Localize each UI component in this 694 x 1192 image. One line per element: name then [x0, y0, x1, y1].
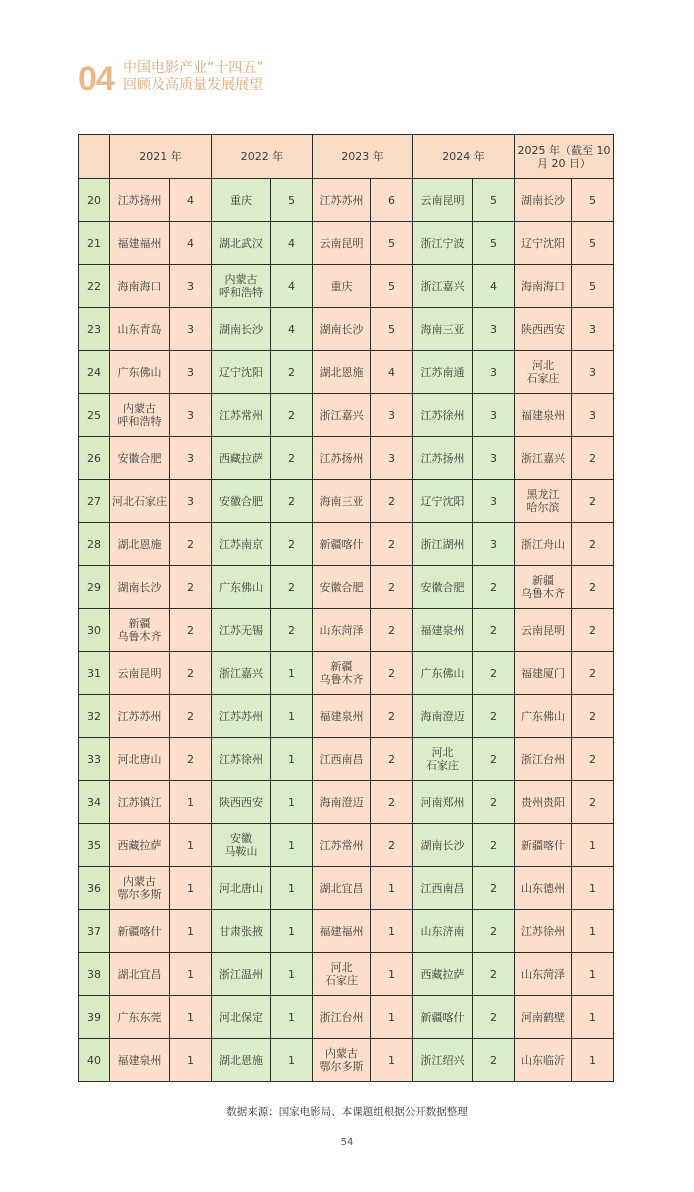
- count-cell: 2: [271, 394, 313, 437]
- city-cell: 湖南长沙: [212, 308, 271, 351]
- rank-cell: 28: [79, 523, 110, 566]
- city-cell: 安徽合肥: [413, 566, 473, 609]
- count-cell: 3: [170, 308, 212, 351]
- city-cell: 湖北宜昌: [313, 867, 371, 910]
- count-cell: 3: [170, 265, 212, 308]
- city-cell: 云南昆明: [515, 609, 572, 652]
- count-cell: 2: [371, 781, 413, 824]
- count-cell: 2: [473, 609, 515, 652]
- rank-cell: 23: [79, 308, 110, 351]
- rank-cell: 36: [79, 867, 110, 910]
- rank-cell: 32: [79, 695, 110, 738]
- table-row: [79, 437, 614, 480]
- city-cell: 浙江舟山: [515, 523, 572, 566]
- count-cell: 3: [473, 394, 515, 437]
- count-cell: 1: [371, 1039, 413, 1082]
- count-cell: 2: [473, 781, 515, 824]
- count-cell: 1: [271, 1039, 313, 1082]
- table-row: [79, 867, 614, 910]
- table-row: [79, 953, 614, 996]
- header-year-2021: 2021 年: [110, 135, 212, 179]
- count-cell: 3: [572, 394, 614, 437]
- city-cell: 河北石家庄: [110, 480, 170, 523]
- count-cell: 2: [572, 738, 614, 781]
- city-cell: 江西南昌: [413, 867, 473, 910]
- city-ranking-table: [78, 134, 614, 1082]
- count-cell: 1: [170, 996, 212, 1039]
- rank-cell: 39: [79, 996, 110, 1039]
- city-cell: 新疆 乌鲁木齐: [313, 652, 371, 695]
- city-cell: 重庆: [212, 179, 271, 222]
- count-cell: 5: [473, 222, 515, 265]
- city-cell: 新疆喀什: [110, 910, 170, 953]
- city-cell: 河北保定: [212, 996, 271, 1039]
- city-cell: 河北 石家庄: [313, 953, 371, 996]
- count-cell: 1: [170, 1039, 212, 1082]
- city-cell: 内蒙古 鄂尔多斯: [313, 1039, 371, 1082]
- city-cell: 广东佛山: [110, 351, 170, 394]
- count-cell: 2: [473, 996, 515, 1039]
- city-cell: 辽宁沈阳: [413, 480, 473, 523]
- table-row: [79, 1039, 614, 1082]
- count-cell: 2: [572, 609, 614, 652]
- table-row: [79, 652, 614, 695]
- city-cell: 江苏无锡: [212, 609, 271, 652]
- count-cell: 2: [473, 867, 515, 910]
- city-cell: 内蒙古 呼和浩特: [110, 394, 170, 437]
- chapter-title-line2: 回顾及高质量发展展望: [123, 77, 263, 93]
- count-cell: 2: [371, 824, 413, 867]
- city-cell: 江西南昌: [313, 738, 371, 781]
- table-row: [79, 351, 614, 394]
- rank-cell: 26: [79, 437, 110, 480]
- count-cell: 2: [271, 566, 313, 609]
- count-cell: 1: [572, 953, 614, 996]
- count-cell: 2: [473, 824, 515, 867]
- city-cell: 河南鹤壁: [515, 996, 572, 1039]
- city-cell: 浙江宁波: [413, 222, 473, 265]
- count-cell: 1: [271, 996, 313, 1039]
- count-cell: 2: [473, 652, 515, 695]
- city-cell: 湖北恩施: [110, 523, 170, 566]
- count-cell: 3: [170, 480, 212, 523]
- rank-cell: 21: [79, 222, 110, 265]
- rank-cell: 30: [79, 609, 110, 652]
- city-cell: 陕西西安: [212, 781, 271, 824]
- header-year-2023: 2023 年: [313, 135, 413, 179]
- count-cell: 1: [371, 910, 413, 953]
- table-row: [79, 910, 614, 953]
- count-cell: 2: [473, 953, 515, 996]
- count-cell: 2: [170, 738, 212, 781]
- table-row: [79, 265, 614, 308]
- city-cell: 浙江嘉兴: [212, 652, 271, 695]
- city-cell: 安徽 马鞍山: [212, 824, 271, 867]
- rank-cell: 25: [79, 394, 110, 437]
- count-cell: 2: [473, 910, 515, 953]
- table-row: [79, 523, 614, 566]
- city-cell: 海南三亚: [413, 308, 473, 351]
- count-cell: 1: [572, 867, 614, 910]
- count-cell: 3: [170, 351, 212, 394]
- count-cell: 4: [271, 265, 313, 308]
- city-cell: 广东东莞: [110, 996, 170, 1039]
- count-cell: 1: [371, 953, 413, 996]
- city-cell: 内蒙古 呼和浩特: [212, 265, 271, 308]
- count-cell: 5: [572, 179, 614, 222]
- city-cell: 河北 石家庄: [413, 738, 473, 781]
- city-cell: 河南郑州: [413, 781, 473, 824]
- count-cell: 2: [572, 695, 614, 738]
- city-cell: 西藏拉萨: [413, 953, 473, 996]
- city-cell: 新疆 乌鲁木齐: [515, 566, 572, 609]
- chapter-title: [123, 60, 363, 94]
- rank-cell: 24: [79, 351, 110, 394]
- city-cell: 浙江温州: [212, 953, 271, 996]
- count-cell: 2: [371, 566, 413, 609]
- count-cell: 1: [271, 824, 313, 867]
- city-cell: 湖北宜昌: [110, 953, 170, 996]
- count-cell: 1: [572, 824, 614, 867]
- city-cell: 云南昆明: [413, 179, 473, 222]
- city-cell: 新疆喀什: [313, 523, 371, 566]
- count-cell: 3: [473, 480, 515, 523]
- count-cell: 2: [572, 437, 614, 480]
- city-cell: 陕西西安: [515, 308, 572, 351]
- count-cell: 1: [271, 953, 313, 996]
- city-cell: 山东德州: [515, 867, 572, 910]
- rank-cell: 40: [79, 1039, 110, 1082]
- table-row: [79, 566, 614, 609]
- city-cell: 广东佛山: [515, 695, 572, 738]
- count-cell: 2: [371, 695, 413, 738]
- count-cell: 1: [371, 867, 413, 910]
- city-cell: 福建厦门: [515, 652, 572, 695]
- city-cell: 安徽合肥: [212, 480, 271, 523]
- city-cell: 浙江嘉兴: [313, 394, 371, 437]
- count-cell: 2: [371, 609, 413, 652]
- city-cell: 江苏南京: [212, 523, 271, 566]
- count-cell: 1: [271, 781, 313, 824]
- rank-cell: 38: [79, 953, 110, 996]
- count-cell: 2: [473, 566, 515, 609]
- count-cell: 5: [371, 222, 413, 265]
- city-cell: 甘肃张掖: [212, 910, 271, 953]
- city-cell: 湖北武汉: [212, 222, 271, 265]
- count-cell: 4: [371, 351, 413, 394]
- city-cell: 安徽合肥: [110, 437, 170, 480]
- count-cell: 2: [473, 738, 515, 781]
- count-cell: 6: [371, 179, 413, 222]
- city-cell: 江苏常州: [212, 394, 271, 437]
- city-cell: 湖南长沙: [413, 824, 473, 867]
- rank-cell: 34: [79, 781, 110, 824]
- count-cell: 5: [572, 222, 614, 265]
- count-cell: 5: [572, 265, 614, 308]
- table-row: [79, 480, 614, 523]
- count-cell: 2: [473, 1039, 515, 1082]
- city-cell: 浙江台州: [313, 996, 371, 1039]
- count-cell: 4: [170, 179, 212, 222]
- count-cell: 1: [271, 695, 313, 738]
- city-cell: 浙江湖州: [413, 523, 473, 566]
- table-row: [79, 179, 614, 222]
- header-year-2025: 2025 年（截至 10 月 20 日）: [515, 135, 614, 179]
- count-cell: 1: [271, 867, 313, 910]
- count-cell: 3: [170, 437, 212, 480]
- count-cell: 2: [271, 523, 313, 566]
- rank-cell: 22: [79, 265, 110, 308]
- table-row: [79, 609, 614, 652]
- city-cell: 江苏扬州: [413, 437, 473, 480]
- count-cell: 2: [271, 609, 313, 652]
- count-cell: 2: [572, 781, 614, 824]
- table-row: [79, 394, 614, 437]
- count-cell: 3: [371, 394, 413, 437]
- data-source-note: 数据来源：国家电影局、本课题组根据公开数据整理: [226, 1106, 468, 1118]
- city-cell: 江苏扬州: [110, 179, 170, 222]
- city-cell: 江苏常州: [313, 824, 371, 867]
- city-cell: 海南三亚: [313, 480, 371, 523]
- city-cell: 浙江嘉兴: [515, 437, 572, 480]
- rank-cell: 37: [79, 910, 110, 953]
- count-cell: 1: [170, 953, 212, 996]
- chapter-number: 04: [78, 60, 114, 98]
- city-cell: 重庆: [313, 265, 371, 308]
- city-cell: 海南澄迈: [313, 781, 371, 824]
- count-cell: 1: [572, 910, 614, 953]
- page-number: 54: [340, 1137, 354, 1148]
- city-cell: 江苏镇江: [110, 781, 170, 824]
- city-cell: 福建泉州: [313, 695, 371, 738]
- count-cell: 5: [271, 179, 313, 222]
- rank-cell: 29: [79, 566, 110, 609]
- count-cell: 2: [271, 351, 313, 394]
- count-cell: 1: [170, 824, 212, 867]
- city-cell: 湖南长沙: [110, 566, 170, 609]
- count-cell: 2: [271, 437, 313, 480]
- count-cell: 2: [371, 480, 413, 523]
- rank-cell: 20: [79, 179, 110, 222]
- rank-cell: 31: [79, 652, 110, 695]
- count-cell: 3: [473, 308, 515, 351]
- city-cell: 西藏拉萨: [110, 824, 170, 867]
- count-cell: 1: [271, 738, 313, 781]
- count-cell: 5: [371, 265, 413, 308]
- city-cell: 山东临沂: [515, 1039, 572, 1082]
- count-cell: 2: [572, 523, 614, 566]
- count-cell: 1: [170, 781, 212, 824]
- city-cell: 河北 石家庄: [515, 351, 572, 394]
- city-cell: 江苏扬州: [313, 437, 371, 480]
- count-cell: 1: [572, 1039, 614, 1082]
- city-cell: 浙江台州: [515, 738, 572, 781]
- count-cell: 5: [371, 308, 413, 351]
- rank-cell: 33: [79, 738, 110, 781]
- city-cell: 江苏苏州: [212, 695, 271, 738]
- city-cell: 广东佛山: [212, 566, 271, 609]
- city-cell: 黑龙江 哈尔滨: [515, 480, 572, 523]
- count-cell: 2: [170, 652, 212, 695]
- city-cell: 安徽合肥: [313, 566, 371, 609]
- count-cell: 1: [170, 910, 212, 953]
- city-cell: 湖南长沙: [515, 179, 572, 222]
- header-rank-cell: [79, 135, 110, 179]
- city-cell: 辽宁沈阳: [212, 351, 271, 394]
- city-cell: 广东佛山: [413, 652, 473, 695]
- count-cell: 1: [271, 910, 313, 953]
- chapter-title-line1: 中国电影产业“十四五”: [123, 60, 264, 76]
- count-cell: 3: [170, 394, 212, 437]
- table-row: [79, 738, 614, 781]
- table-row: [79, 308, 614, 351]
- city-cell: 湖北恩施: [313, 351, 371, 394]
- count-cell: 2: [572, 652, 614, 695]
- count-cell: 2: [371, 523, 413, 566]
- count-cell: 3: [473, 351, 515, 394]
- city-cell: 山东菏泽: [515, 953, 572, 996]
- header-year-2024: 2024 年: [413, 135, 515, 179]
- table-row: [79, 781, 614, 824]
- city-cell: 浙江绍兴: [413, 1039, 473, 1082]
- count-cell: 2: [473, 695, 515, 738]
- city-cell: 江苏苏州: [110, 695, 170, 738]
- count-cell: 2: [371, 738, 413, 781]
- rank-cell: 35: [79, 824, 110, 867]
- count-cell: 3: [572, 351, 614, 394]
- city-cell: 江苏徐州: [212, 738, 271, 781]
- count-cell: 5: [473, 179, 515, 222]
- table-row: [79, 695, 614, 738]
- rank-cell: 27: [79, 480, 110, 523]
- city-cell: 贵州贵阳: [515, 781, 572, 824]
- count-cell: 1: [170, 867, 212, 910]
- city-cell: 福建泉州: [413, 609, 473, 652]
- count-cell: 1: [572, 996, 614, 1039]
- count-cell: 4: [473, 265, 515, 308]
- count-cell: 2: [170, 695, 212, 738]
- table-row: [79, 824, 614, 867]
- count-cell: 2: [572, 566, 614, 609]
- count-cell: 2: [371, 652, 413, 695]
- count-cell: 2: [271, 480, 313, 523]
- count-cell: 4: [271, 308, 313, 351]
- city-cell: 江苏苏州: [313, 179, 371, 222]
- city-cell: 新疆喀什: [515, 824, 572, 867]
- city-cell: 海南海口: [515, 265, 572, 308]
- city-cell: 福建福州: [110, 222, 170, 265]
- city-cell: 内蒙古 鄂尔多斯: [110, 867, 170, 910]
- city-cell: 山东济南: [413, 910, 473, 953]
- count-cell: 1: [371, 996, 413, 1039]
- city-cell: 湖北恩施: [212, 1039, 271, 1082]
- city-cell: 海南海口: [110, 265, 170, 308]
- city-cell: 云南昆明: [313, 222, 371, 265]
- city-cell: 海南澄迈: [413, 695, 473, 738]
- count-cell: 3: [473, 437, 515, 480]
- city-cell: 江苏徐州: [515, 910, 572, 953]
- city-cell: 河北唐山: [212, 867, 271, 910]
- city-cell: 江苏徐州: [413, 394, 473, 437]
- city-cell: 福建福州: [313, 910, 371, 953]
- count-cell: 3: [572, 308, 614, 351]
- city-cell: 福建泉州: [110, 1039, 170, 1082]
- table-row: [79, 996, 614, 1039]
- header-year-2022: 2022 年: [212, 135, 313, 179]
- city-cell: 浙江嘉兴: [413, 265, 473, 308]
- count-cell: 1: [271, 652, 313, 695]
- city-cell: 河北唐山: [110, 738, 170, 781]
- city-cell: 福建泉州: [515, 394, 572, 437]
- city-cell: 江苏南通: [413, 351, 473, 394]
- count-cell: 4: [271, 222, 313, 265]
- city-cell: 湖南长沙: [313, 308, 371, 351]
- city-cell: 山东菏泽: [313, 609, 371, 652]
- count-cell: 4: [170, 222, 212, 265]
- city-cell: 云南昆明: [110, 652, 170, 695]
- city-cell: 山东青岛: [110, 308, 170, 351]
- city-cell: 西藏拉萨: [212, 437, 271, 480]
- count-cell: 3: [473, 523, 515, 566]
- city-cell: 辽宁沈阳: [515, 222, 572, 265]
- table-row: [79, 222, 614, 265]
- count-cell: 2: [170, 523, 212, 566]
- count-cell: 2: [170, 609, 212, 652]
- city-cell: 新疆喀什: [413, 996, 473, 1039]
- count-cell: 2: [572, 480, 614, 523]
- count-cell: 2: [170, 566, 212, 609]
- table-header-row: [79, 135, 614, 179]
- count-cell: 3: [371, 437, 413, 480]
- city-cell: 新疆 乌鲁木齐: [110, 609, 170, 652]
